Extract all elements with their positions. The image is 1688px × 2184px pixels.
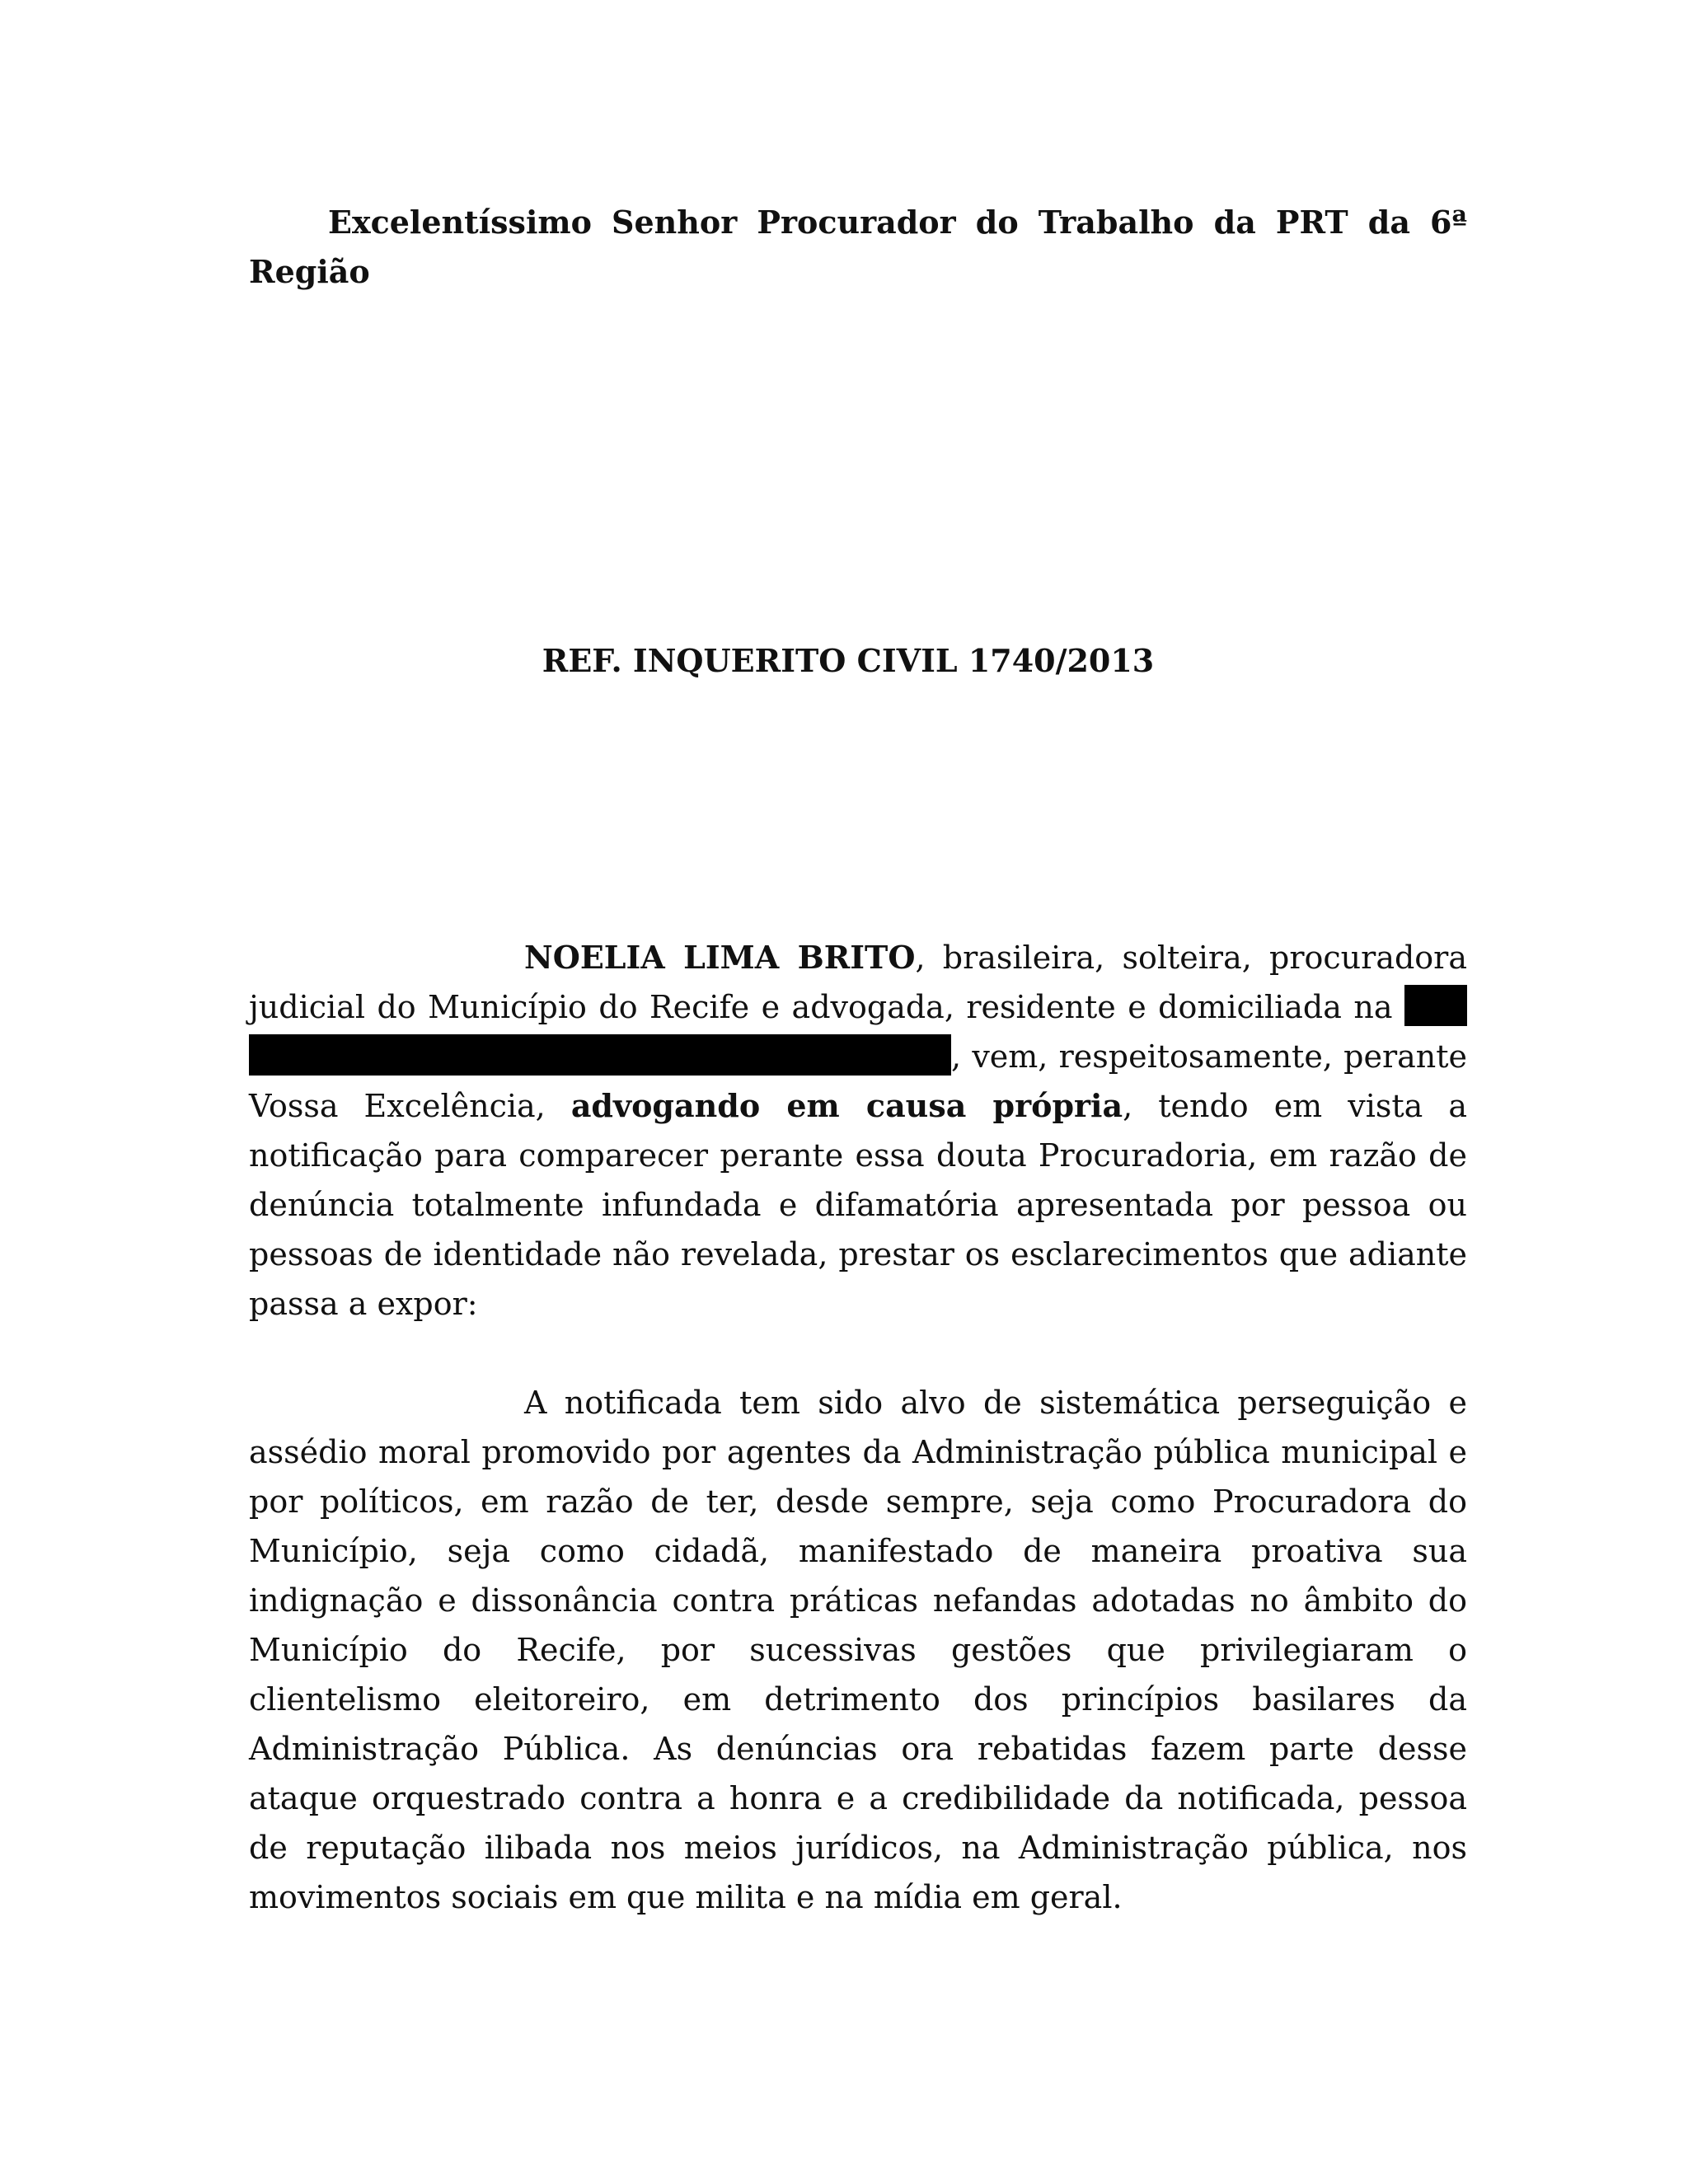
statement-text: A notificada tem sido alvo de sistemática perseguição e assédio moral promovido por agentes da Administração pública municipal e por políticos, em razão de ter, desde sempre, seja como Procuradora do Município, seja como cidadã, manifestado de maneira proativa sua indignação e dissonância contra práticas nefandas adotadas no âmbito do Município do Recife, por sucessivas gestões que privilegiaram o clientelismo eleitoreiro, em detrimento dos princípios basilares da Administração Pública. As denúncias ora rebatidas fazem parte desse ataque orquestrado contra a honra e a credibilidade da notificada, pessoa de reputação ilibada nos meios jurídicos, na Administração pública, nos movimentos sociais em que milita e na mídia em geral. bbox=[249, 1385, 1467, 1915]
redaction-block bbox=[249, 1034, 951, 1076]
appearance-text: , vem, respeitosamente, perante Vossa Excelência, bbox=[249, 1038, 1467, 1124]
party-qualification-text: , brasileira, solteira, procuradora judicial do Município do Recife e advogada, residente e domiciliada na bbox=[249, 940, 1468, 1025]
redaction-block bbox=[1404, 985, 1467, 1026]
addressee-heading bbox=[249, 198, 1467, 297]
paragraph-statement bbox=[249, 1378, 1467, 1922]
party-name: NOELIA LIMA BRITO bbox=[524, 939, 916, 976]
addressee-line-1: Excelentíssimo Senhor Procurador do Trabalho da PRT da 6ª bbox=[328, 204, 1467, 241]
addressee-line-2: Região bbox=[249, 253, 370, 290]
reference-line: REF. INQUERITO CIVIL 1740/2013 bbox=[542, 642, 1155, 679]
paragraph-identification bbox=[249, 933, 1467, 1329]
own-cause-phrase: advogando em causa própria bbox=[570, 1087, 1123, 1124]
purpose-text: , tendo em vista a notificação para comparecer perante essa douta Procuradoria, em razão de denúncia totalmente infundada e difamatória apresentada por pessoa ou pessoas de identidade não revelada, prestar os esclarecimentos que adiante passa a expor: bbox=[249, 1088, 1467, 1322]
